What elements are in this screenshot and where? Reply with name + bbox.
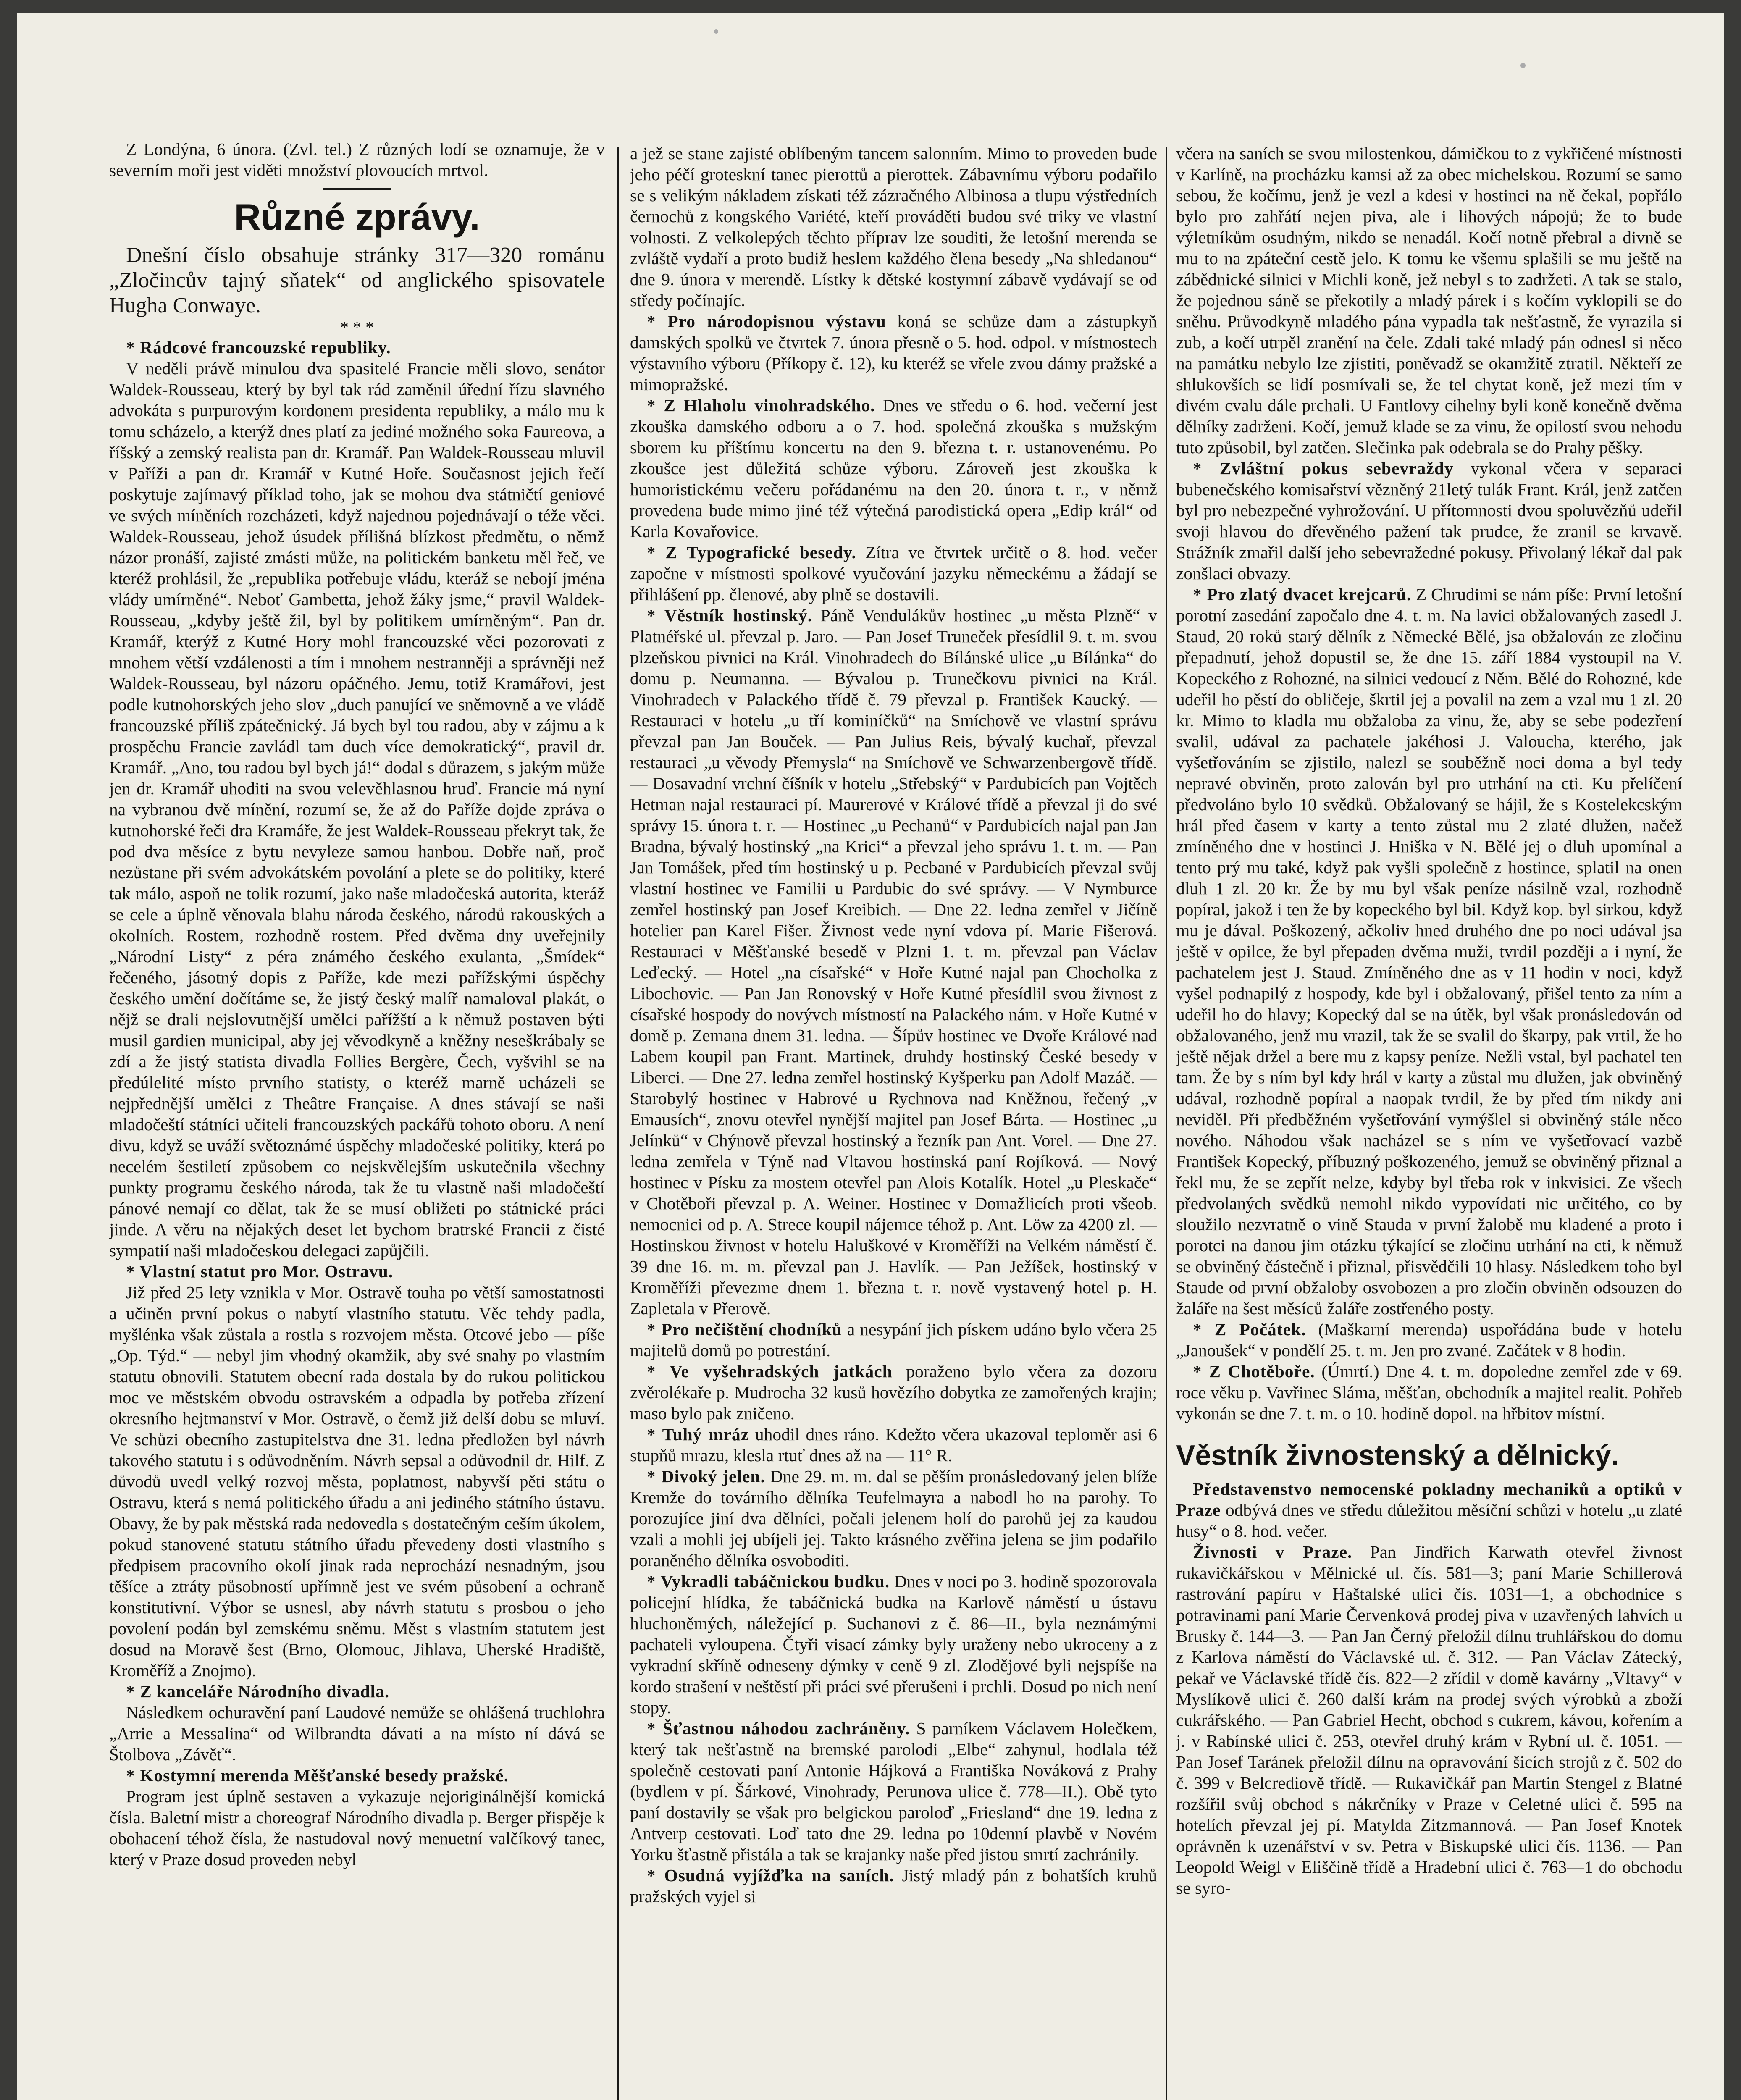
article-heading: * Z Počátek. (1193, 1320, 1306, 1339)
article-text: Jistý mladý pán z bohatších kruhů pražských vyjel si (630, 1866, 1157, 1906)
article-text: Program jest úplně sestaven a vykazuje nejoriginálnější komická čísla. Baletní mistr a choreograf Národního divadla p. Berger přispěje k obohacení téhož čísla, že nastudoval nový menuetní valčíkový tanec, který v Praze dosud proveden nebyl (109, 1787, 605, 1869)
article-text: (Maškarní merenda) uspořádána bude v hotelu „Janoušek“ v pondělí 25. t. m. Jen pro zvané. Začátek v 8 hodin. (1176, 1320, 1682, 1360)
article-text: vykonal včera v separaci bubenečského komisařství vězněný 21letý tulák Frant. Král, jenž zatčen byl pro nebezpečné vyhrožování. U přítomnosti dvou spoluvězňů udeřil svoji hlavou do dřevěného pažení tak prudce, že zranil se krvavě. Strážník zmařil další jeho sebevražedné pokusy. Přivolaný lékař dal pak zonšlaci obvazy. (1176, 459, 1682, 583)
article-heading: Představenstvo nemocenské pokladny mechaniků a optiků v Praze (1176, 1479, 1682, 1520)
article-heading: * Osudná vyjížďka na saních. (647, 1866, 894, 1885)
article-heading: * Pro nečištění chodníků (647, 1320, 842, 1339)
article-text: poraženo bylo včera za dozoru zvěrolékaře p. Mudrocha 32 kusů hovězího dobytka ze zamořených krajin; maso bylo pak zničeno. (630, 1362, 1157, 1423)
article-text: koná se schůze dam a zástupkyň damských spolků ve čtvrtek 7. února přesně o 5. hod. odpol. v místnostech výstavního výboru (Příkopy č. 12), ku kteréž se vřele zvou dámy pražské a mimopražské. (630, 312, 1157, 394)
column-left (109, 139, 605, 2100)
scan-speck (714, 29, 718, 34)
article-heading: * Vlastní statut pro Mor. Ostravu. (126, 1262, 394, 1281)
article-heading: * Kostymní merenda Měšťanské besedy pražské. (126, 1766, 509, 1785)
column-rule (1166, 147, 1167, 2100)
article-text: Dnes ve středu o 6. hod. večerní jest zkouška damského odboru a o 7. hod. společná zkouška s mužským sborem ku příštímu koncertu na den 9. března t. r. ustanovenému. Po zkoušce jest důležitá schůze výboru. Zároveň jest zkouška k humoristickému večeru pořádanému na den 20. února t. r., v němž provedena bude mimo jiné též výtečná parodistická opera „Edip král“ od Karla Kovařovice. (630, 396, 1157, 541)
article-text: Páně Vendulákův hostinec „u města Plzně“ v Platnéřské ul. převzal p. Jaro. — Pan Josef Truneček přesídlil 9. t. m. svou plzeňskou pivnici na Král. Vinohradech do Bílánské ulice „u Bílánka“ do domu p. Neumanna. — Bývalou p. Trunečkovu pivnici na Král. Vinohradech v Palackého třídě č. 79 převzal p. František Kaucký. — Restauraci v hotelu „u tří kominíčků“ na Smíchově ve vlastní správu převzal pan Jan Bouček. — Pan Julius Reis, bývalý kuchař, převzal restauraci „u věvody Přemysla“ na Smíchově ve Schwarzenbergově třídě. — Dosavadní vrchní číšník v hotelu „Střebský“ v Pardubicích pan Vojtěch Hetman najal restauraci pí. Maurerové v Králové třídě a převzal ji do své správy 15. února t. r. — Hostinec „u Pechanů“ v Pardubicích najal pan Jan Bradna, bývalý hostinský „na Krici“ a převzal jeho správu 1. t. m. — Pan Jan Tomášek, před tím hostinský u p. Pecbané v Pardubicích převzal svůj vlastní hostinec ve Familii u Pardubic do své správy. — V Nymburce zemřel hostinský pan Josef Kreibich. — Dne 22. ledna zemřel v Jičíně hotelier pan Karel Fišer. Živnost vede nyní vdova pí. Marie Fišerová. Restauraci v Měšťanské besedě v Plzni 1. t. m. převzal pan Václav Leďecký. — Hotel „na císařské“ v Hoře Kutné najal pan Chocholka z Libochovic. — Pan Jan Ronovský v Hoře Kutné přesídlil svou živnost z císařské hospody do novývch místností na Palackého nám. v Hoře Kutné v domě p. Zemana dnem 31. ledna. — Šípův hostinec ve Dvoře Králové nad Labem koupil pan Frant. Martinek, druhdy hostinský České besedy v Liberci. — Dne 27. ledna zemřel hostinský Kyšperku pan Adolf Mazáč. — Starobylý hostinec v Habrové u Rychnova nad Kněžnou, řečený „v Emausích“, znovu otevřel nynější majitel pan Josef Bárta. — Hostinec „u Jelínků“ v Chýnově převzal hostinský a řezník pan Ant. Vorel. — Dne 27. ledna zemřela v Týně nad Vltavou hostinská paní Rojíková. — Nový hostinec v Písku za mostem otevřel pan Alois Kotalík. Hotel „u Pleskače“ v Chotěboři převzal p. A. Weiner. Hostinec v Domažlicích proti všeob. nemocnici od p. A. Strece koupil nájemce téhož p. Ant. Löw za 4200 zl. — Hostinskou živnost v hotelu Haluškové v Kroměříži na Velkém náměstí č. 39 dne 16. m. m. převzal pan J. Havlík. — Pan Ježíšek, hostinský v Kroměříži převezme dnem 1. března t. r. nově vystavený hotel p. H. Zapletala v Přerově. (630, 606, 1157, 1318)
article-text: (Úmrtí.) Dne 4. t. m. dopoledne zemřel zde v 69. roce věku p. Vavřinec Sláma, měšťan, obchodník a majitel realit. Pohřeb vykonán se dne 7. t. m. o 10. hodině dopol. na hřbitov místní. (1176, 1362, 1682, 1423)
short-rule (323, 188, 391, 190)
article-heading: * Ve vyšehradských jatkách (647, 1362, 893, 1381)
article-heading: * Divoký jelen. (647, 1467, 765, 1486)
article-heading: * Vykradli tabáčnickou budku. (647, 1572, 890, 1591)
column-rule (617, 147, 619, 2100)
intro-notice: Dnešní číslo obsahuje stránky 317—320 románu „Zločincův tajný sňatek“ od anglického spisovatele Hugha Conwaye. (109, 243, 605, 318)
article-text: a nesypání jich pískem udáno bylo včera 25 majitelů domů po potrestání. (630, 1320, 1157, 1360)
article-heading: * Tuhý mráz (647, 1425, 749, 1444)
article-text: a jež se stane zajisté oblíbeným tancem salonním. Mimo to proveden bude jeho péčí groteskní tanec pierottů a pierottek. Zábavnímu výboru podařilo se s velikým nákladem získati též zázračného Albinosa a tlupu výstředních černochů z kongského Variété, kteří prováděti budou své triky ve vlastní volnosti. Z velkolepých těchto příprav lze souditi, že letošní merenda se zvláště vydaří a proto budiž heslem každého člena besedy „Na shledanou“ dne 9. února v merendě. Lístky k dětské kostymní zábavě vydávají se od středy počínajíc. (630, 144, 1157, 310)
article-text: Dne 29. m. m. dal se pěším pronásledovaný jelen blíže Kremže do továrního dělníka Teufelmayra a nabodl ho na parohy. To porozujíce jiní dva dělníci, počali jelenem holí do parohů jej za kaudou vzali a mohli jej ubíjeli jej. Takto krásného zvěřina jelena se jim podařilo poraněného dělníka osvoboditi. (630, 1467, 1157, 1570)
article-heading: * Z Chotěboře. (1193, 1362, 1315, 1381)
scan-speck (1520, 63, 1526, 68)
article-heading: * Věstník hostinský. (647, 606, 813, 625)
article-text: S parníkem Václavem Holečkem, který tak nešťastně na bremské parolodi „Elbe“ zahynul, hodlala též společně cestovati paní Antonie Hájková a Františka Nováková z Prahy (bydlem v pí. Šárkové, Vinohrady, Perunova ulice č. 778—II.). Obě tyto paní dostavily se však pro belgickou paroloď „Friesland“ dne 19. ledna z Antverp cestovati. Loď tato dne 29. ledna po 10denní plavbě v Novém Yorku šťastně přistála a tak se krajanky naše před jistou smrtí zachránily. (630, 1719, 1157, 1864)
separator-stars: * * * (340, 318, 374, 337)
section-title: Různé zprávy. (234, 196, 480, 238)
section-title: Věstník živnostenský a dělnický. (1176, 1439, 1619, 1471)
article-heading: * Šťastnou náhodou zachráněny. (647, 1719, 910, 1738)
article-heading: * Pro zlatý dvacet krejcarů. (1193, 585, 1412, 604)
article-text: odbývá dnes ve středu důležitou měsíční schůzi v hotelu „u zlaté husy“ o 8. hod. večer. (1176, 1500, 1682, 1541)
article-text: V neděli právě minulou dva spasitelé Francie měli slovo, senátor Waldek-Rousseau, který by byl tak rád zaměnil úřední řízu slavného advokáta s purpurovým kordonem presidenta republiky, a málo mu k tomu scházelo, a kterýž dnes platí za jediné možného soka Faureova, a říšský a zemský realista pan dr. Kramář. Pan Waldek-Rousseau mluvil v Paříži a pan dr. Kramář v Kutné Hoře. Současnost jejich řečí poskytuje zajímavý příklad toho, jak se mohou dva státničtí geniové ve svých míněních rozcházeti, když najednou pojednávají o téže věci. Waldek-Rousseau, jehož úsudek přílišná blízkost předmětu, o němž názor pronáší, zajisté zmásti může, na politickém banketu měl řeč, ve kteréž prohlásil, že „republika potřebuje vládu, kteráž se nebojí jména vlády umírněné“. Neboť Gambetta, jehož žáky jsme,“ pravil Waldek-Rousseau, „kdyby ještě žil, byl by politikem umírněným“. Pan dr. Kramář, kterýž z Kutné Hory mohl francouzské věci pozorovati z mnohem větší vzdálenosti a tím i mnohem nestranněji a správněji než Waldek-Rousseau, byl názoru opáčného. Jemu, totiž Kramářovi, jest podle kutnohorských jeho slov „duch panující ve sněmovně a ve vládě francouzské příliš zpátečnický. Já bych byl tou radou, aby v zájmu a k prospěchu Francie zavládl tam duch více demokratický“, pravil dr. Kramář. „Ano, tou radou byl bych já!“ dodal s důrazem, s jakým může jen dr. Kramář uhoditi na svou velevěhlasnou hruď. Francie má nyní na vybranou dvě mínění, rozumí se, že až do Paříže dojde zpráva o kutnohorské řeči dra Kramáře, že jest Waldek-Rousseau překryt tak, že pod dva měsíce z bytu nevyleze samou hanbou. Dobře naň, proč nezůstane při svém advokátském povolání a plete se do politiky, které tak málo, aspoň ne tolik rozumí, jako naše mladočeská autorita, kteráž se cele a úplně věnovala blahu národa českého, národů rakouských a okolních. Rostem, rozhodně rostem. Před dvěma dny uveřejnily „Národní Listy“ z péra známého českého exulanta, „Šmídek“ řečeného, jásotný dopis z Paříže, kde mezi pařížskými úspěchy českého umění dočítáme se, že jistý český malíř namaloval plakát, o nějž se drali nejslovutnější umělci pařížští a k němuž postaven býti musil gardien municipal, aby jej věvodkyně a kněžny neseškrábaly se zdí a že jistý statista divadla Follies Bergère, Čech, vyšvihl se na předúlelité místo prvního statisty, o kteréž marně ucházeli se nejpřednější umělci z Theâtre Française. A dnes stávají se naši mladočeští státníci učiteli francouzských packářů tohoto oboru. A není divu, když se uváží světoznámé úspěchy mladočeské politiky, která po necelém šestiletí způsobem co nejskvělejším uskutečnila všechny punkty programu českého národa, tak že tu vlastně naši mladočeští pánové nemají co dělat, tak že se musí obližeti po státnické práci jinde. A věru na nějakých deset let bychom bratrské Francii z čisté sympatií naši mladočeskou delegaci zapůjčili. (109, 359, 605, 1260)
article-text: Zítra ve čtvrtek určitě o 8. hod. večer započne v místnosti spolkové vyučování jazyku německému a žádají se přihlášení pp. členové, aby plně se dostavili. (630, 543, 1157, 604)
top-report: Z Londýna, 6 února. (Zvl. tel.) Z různých lodí se oznamuje, že v severním moři jest viděti množství plovoucích mrtvol. (109, 139, 605, 180)
article-heading: * Pro národopisnou výstavu (647, 312, 886, 331)
article-text: Následkem ochuravění paní Laudové nemůže se ohlášená truchlohra „Arrie a Messalina“ od Wilbrandta dávati a na místo ní dává se Štolbova „Závěť“. (109, 1703, 605, 1764)
article-text: uhodil dnes ráno. Kdežto včera ukazoval teploměr asi 6 stupňů mrazu, klesla rtuť dnes až na — 11° R. (630, 1425, 1157, 1465)
column-right (1176, 143, 1682, 2100)
article-heading: Živnosti v Praze. (1193, 1542, 1352, 1562)
article-heading: * Z Hlaholu vinohradského. (647, 396, 875, 415)
article-text: včera na saních se svou milostenkou, dámičkou to z vykřičené místnosti v Karlíně, na procházku kamsi až za obec michelskou. Rozumí se samo sebou, že kočímu, jenž je vezl a kdesi v hostinci na ně čekal, popřálo bylo pro zahřátí nejen piva, ale i lihových nápojů; že to bude výletníkům osudným, nikdo se nenadál. Kočí notně přebral a divně se mu to na zpáteční cestě jelo. K tomu ke všemu splašili se mu ještě na zábědnické silnici v Michli koně, jež nebyl s to zadržeti. A tak se stalo, že pojednou sáně se překotily a mladý párek i s kočím vyklopili se do sněhu. Průvodkyně mladého pána vypadla tak nešťastně, že vyrazila si zub, a kočí utrpěl zranění na čele. Zdali také mladý pán odnesl si něco na památku nebylo lze zjistiti, poněvadž se okamžitě ztratil. Někteří ze shlukovších se lidí posmívali se, že tel chytat koně, jež mezi tím v divém cvalu dále prchali. U Fantlovy cihelny byli koně konečně dvěma dělníky zadrženi. Kočí, jemuž klade se za vinu, že opilostí svou nehodu tuto způsobil, byl zatčen. Slečinka pak odebrala se do Prahy pěšky. (1176, 144, 1682, 457)
column-middle (630, 143, 1157, 2100)
newspaper-page (17, 13, 1724, 2100)
article-heading: * Z Typografické besedy. (647, 543, 856, 562)
article-heading: * Zvláštní pokus sebevraždy (1193, 459, 1454, 478)
article-text: Dnes v noci po 3. hodině spozorovala policejní hlídka, že tabáčnická budka na Karlově náměstí u ústavu hluchoněmých, náležející p. Suchanovi z č. 86—II., byla neznámými pachateli vyloupena. Čtyři visací zámky byly uraženy nebo ukroceny a z vykradní skříně odneseny dýmky v ceně 9 zl. Zlodějové byli nejspíše na kordo strašení v neštěstí při práci své přerušeni i prchli. Dosud po nich není stopy. (630, 1572, 1157, 1717)
article-text: Již před 25 lety vznikla v Mor. Ostravě touha po větší samostatnosti a učiněn první pokus o nabytí vlastního statutu. Věc tehdy padla, myšlénka však zůstala a rostla s rozvojem města. Otcové jebo — píše „Op. Týd.“ — nebyl jim vhodný okamžik, aby své snahy po vlastním statutu obnovili. Statutem obecní rada dostala by do rukou politickou moc ve městském obvodu ostravském a odpadla by potřeba zřízení okresního hejtmanství v Mor. Ostravě, o čemž již delší dobu se mluví. Ve schůzi obecního zastupitelstva dne 31. ledna předložen byl návrh takového statutu i s odůvodněním. Návrh sepsal a odůvodnil dr. Hilf. Z důvodů uvedl velký rozvoj města, poplatnost, nabyvší pěti státu o Ostravu, která s nemá politického úřadu a ani jediného státního ústavu. Obavy, že by pak městská rada nedovedla s dostatečným ceším úkolem, pokud stanovené statutu státního úřadu převedeny dosti vlastního s předpisem pracovního okolí jinak rada neprochází nesnadným, jsou těšíce a ztráty působností upřímně jest ve svém působení a ochraně konstitutivní. Výbor se usnesl, aby návrh statutu s prosbou o jeho povolení podán byl zemskému sněmu. Měst s vlastním statutem jest dosud na Moravě šest (Brno, Olomouc, Jihlava, Uherské Hradiště, Kroměříž a Znojmo). (109, 1283, 605, 1680)
article-heading: * Z kanceláře Národního divadla. (126, 1682, 390, 1701)
article-text: Pan Jindřich Karwath otevřel živnost rukavičkářskou v Mělnické ul. čís. 581—3; paní Marie Schillerová rastrování papíru v Haštalské ulici čís. 1031—1, a obchodnice s potravinami paní Marie Červenková prodej piva v uzavřených lahvích u Brusky č. 144—3. — Pan Jan Černý přeložil dílnu truhlářskou do domu z Karlova náměstí do Václavské ul. č. 312. — Pan Václav Zátecký, pekař ve Václavské třídě čís. 822—2 zřídil v domě kavárny „Vltavy“ v Myslíkově ulici č. 260 další krám na prodej svých výrobků a zboží cukrářského. — Pan Gabriel Hecht, obchod s cukrem, kávou, kořením a j. v Rabínské ulici č. 253, otevřel druhý krám v Rybní ul. č. 1051. — Pan Josef Taránek přeložil dílnu na opravování šicích strojů z č. 502 do č. 399 v Belcrediově třídě. — Rukavičkář pan Martin Stengel z Blatné rozšířil svůj obchod s nákrčníky v Praze v Celetné ulici č. 595 na hotelích převzal jej pí. Matylda Zitzmannová. — Pan Josef Knotek oprávněn k uzenářství v sv. Petra v Biskupské ulici čís. 1136. — Pan Leopold Weigl v Eliščině třídě a Hradební ulici č. 763—1 do obchodu se syro- (1176, 1542, 1682, 1898)
article-text: Z Chrudimi se nám píše: První letošní porotní zasedání započalo dne 4. t. m. Na lavici obžalovaných zasedl J. Staud, 20 roků starý dělník z Německé Bělé, jsa obžalován ze zločinu přepadnutí, jehož dopustil se, že dne 15. září 1884 vystoupil na V. Kopeckého z Rohozné, na silnici vedoucí z Něm. Bělé do Rohozné, kde udeřil ho pěstí do obličeje, škrtil jej a povalil na zem a vzal mu 1 zl. 20 kr. Mimo to kladla mu obžaloba za vinu, že, aby se sebe podezření svalil, udával za pachatele jakéhosi J. Valoucha, kterého, jak vyšetřováním se zjistilo, nalezl se souběžně noci doma a byl tedy nepravé obviněn, proto zalován byl pro utrhání na cti. Ku přelíčení předvoláno bylo 10 svědků. Obžalovaný se hájil, že s Kostelekcským hrál před časem v karty a tento zůstal mu 2 zlaté dlužen, načež zmíněného dne v hostinci J. Hniška v N. Bělé jej o dluh upomínal a tento prý mu také, když pak vyšli společně z hostince, splatil na onen dluh 1 zl. 20 kr. Že by mu byl však peníze násilně vzal, rozhodně popíral, jakož i ten že by kopeckého byl bil. Když kop. byl sirkou, když mu je dával. Poškozený, ačkoliv hned druhého dne po noci udával jsa ještě v opilce, že byl přepaden dvěma muži, tvrdil později a i nyní, že pachatelem jest J. Staud. Zmíněného dne as v 11 hodin v noci, když vyšel podnapilý z hospody, kde byl i obžalovaný, přišel tento za ním a udeřil ho do hlavy; Kopecký dal se na útěk, byl však pronásledován od obžalovaného, jenž mu vrazil, tak že se svalil do škarpy, pak vrtil, že ho ještě nějak držel a bere mu z kapsy peníze. Nežli vstal, byl pachatel ten tam. Že by s ním byl kdy hrál v karty a zůstal mu dlužen, jak obviněný udával, rozhodně popíral a naopak tvrdil, že by před tím nikdy ani neviděl. Při předběžném vyšetřování vymýšlel si obviněný stále něco nového. Náhodou však nacházel se s ním ve vyšetřovací vazbě František Kopecký, příbuzný poškozeného, jemuž se obviněný přiznal a řekl mu, že se zepřít nelze, kdyby byl třeba rok v inkvisici. Ze všech předvolaných svědků nemohl nikdo vypovídati nic určitého, co by sloužilo nezvratně o vině Stauda v první žalobě mu kladené a proto i porotci na danou jim otázku týkající se zločinu utrhání na cti, k němuž se obviněný částečně i přiznal, přisvědčili 10 hlasy. Následkem toho byl Staude od první obžaloby osvobozen a pro zločin obviněn odsouzen do žaláře na šest měsíců žaláře zostřeného posty. (1176, 585, 1682, 1318)
article-heading: * Rádcové francouzské republiky. (126, 338, 391, 357)
